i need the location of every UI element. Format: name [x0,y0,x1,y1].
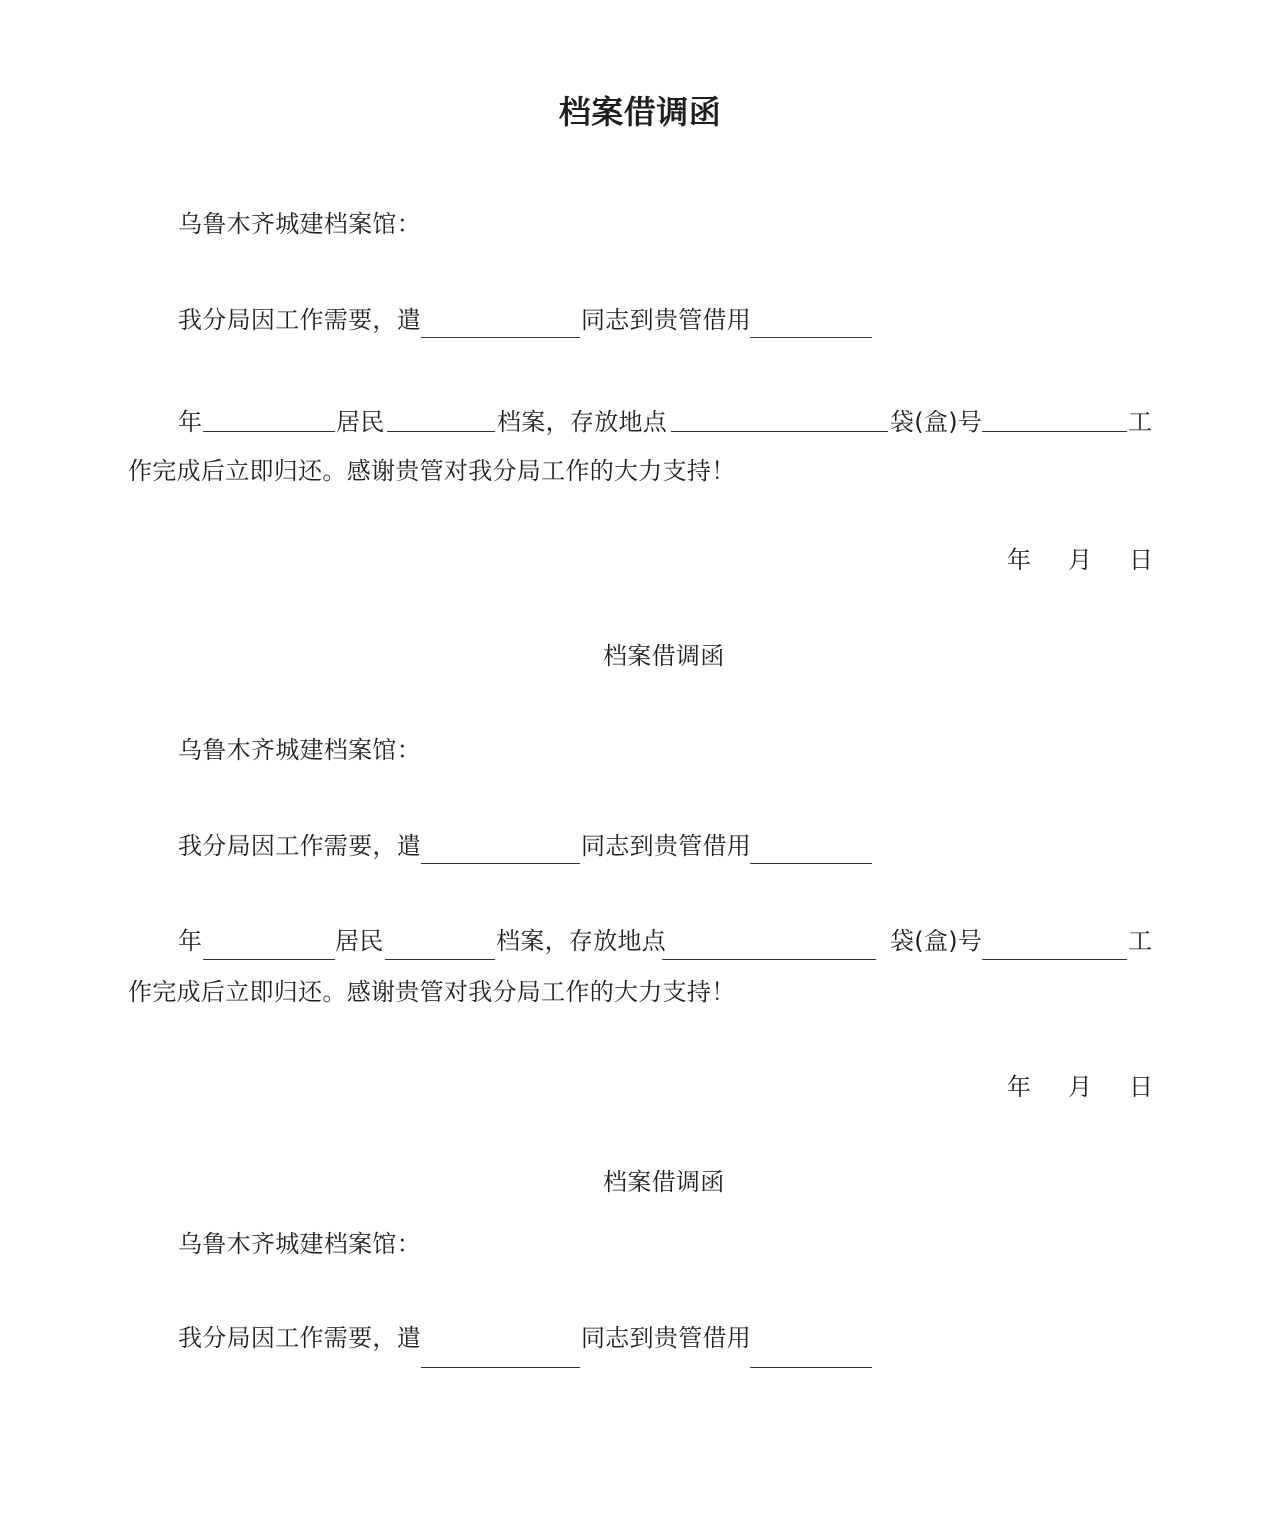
date-year: 年 [1007,546,1032,574]
addressee: 乌鲁木齐城建档案馆： [178,1230,421,1258]
request-text-1: 我分局因工作需要，遣 [178,832,421,860]
letter-title: 档案借调函 [603,642,725,670]
person-name-blank [421,1367,580,1368]
letter-title: 档案借调函 [603,1168,725,1196]
request-text-2: 同志到贵管借用 [581,832,752,860]
addressee: 乌鲁木齐城建档案馆： [178,736,421,764]
request-text-1: 我分局因工作需要，遣 [178,306,421,334]
date-year: 年 [1007,1073,1032,1101]
addressee: 乌鲁木齐城建档案馆： [178,210,421,238]
date-day: 日 [1129,546,1154,574]
detail-text-3: 档案，存放地点 [497,408,668,436]
closing-line: 作完成后立即归还。感谢贵管对我分局工作的大力支持！ [128,457,736,485]
detail-text-2: 居民 [335,927,384,955]
detail-text-4: 袋(盒)号 [890,408,983,436]
request-text-2: 同志到贵管借用 [581,1324,752,1352]
detail-text-1: 年 [178,408,203,436]
date-month: 月 [1068,1073,1093,1101]
date-month: 月 [1068,546,1093,574]
detail-text-5: 工 [1128,408,1153,436]
detail-text-4: 袋(盒)号 [890,927,983,955]
detail-text-3: 档案，存放地点 [496,927,667,955]
borrow-year-blank [750,1367,872,1368]
request-text-1: 我分局因工作需要，遣 [178,1324,421,1352]
letter-title: 档案借调函 [558,93,722,131]
detail-text-5: 工 [1128,927,1153,955]
closing-line: 作完成后立即归还。感谢贵管对我分局工作的大力支持！ [128,978,736,1006]
detail-text-2: 居民 [336,408,385,436]
date-day: 日 [1129,1073,1154,1101]
detail-text-1: 年 [178,927,203,955]
request-text-2: 同志到贵管借用 [581,306,752,334]
